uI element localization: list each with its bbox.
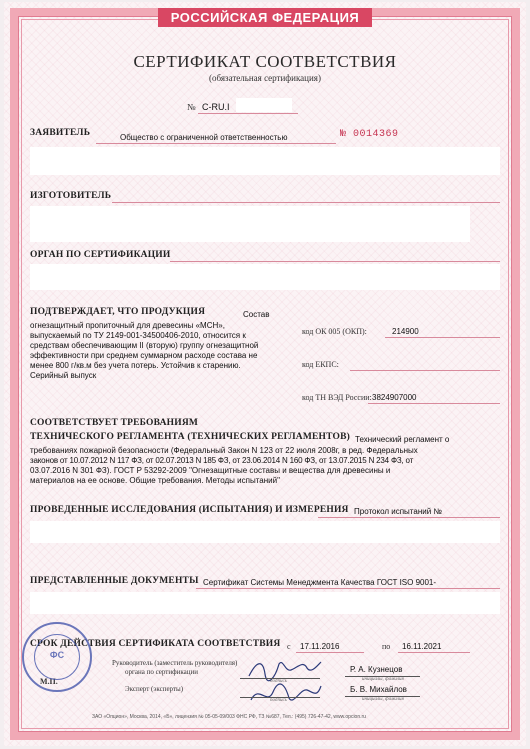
- head-name-caption: инициалы, фамилия: [362, 677, 404, 682]
- product-line-3: средствам обеспечивающим II (вторую) группу огнезащитной: [30, 341, 259, 350]
- validity-from-underline: [296, 652, 364, 653]
- code-ok-underline: [385, 337, 500, 338]
- applicant-value: Общество с ограниченной ответственностью: [120, 133, 288, 142]
- requirements-label-2: ТЕХНИЧЕСКОГО РЕГЛАМЕНТА (ТЕХНИЧЕСКИХ РЕГЛАМЕНТОВ): [30, 432, 351, 442]
- certification-body-underline: [170, 261, 500, 262]
- requirements-line-3: 03.07.2016 N 301 ФЗ). ГОСТ Р 53292-2009 "Огнезащитные составы и вещества для древесины и: [30, 466, 391, 475]
- manufacturer-label: ИЗГОТОВИТЕЛЬ: [30, 191, 112, 201]
- expert-label: Эксперт (эксперты): [125, 685, 184, 693]
- expert-name: Б. В. Михайлов: [350, 685, 407, 694]
- documents-underline: [196, 588, 500, 589]
- head-name: Р. А. Кузнецов: [350, 665, 403, 674]
- validity-to: 16.11.2021: [402, 642, 442, 651]
- validity-from: 17.11.2016: [300, 642, 340, 651]
- code-tnved-underline: [368, 403, 500, 404]
- redacted-applicant: [30, 147, 500, 175]
- product-line-1: огнезащитный пропиточный для древесины «МСН»,: [30, 321, 225, 330]
- product-line-5: менее 800 г/кв.м без учета потерь. Устойчив к старению.: [30, 361, 241, 370]
- requirements-line-1: требованиях пожарной безопасности (Федеральный Закон N 123 от 22 июля 2008г, в ред. Федеральных: [30, 446, 418, 455]
- research-underline: [318, 517, 500, 518]
- certification-body-label: ОРГАН ПО СЕРТИФИКАЦИИ: [30, 250, 171, 260]
- number-underline: [198, 113, 298, 114]
- stamp-text: ФС: [49, 650, 65, 660]
- documents-label: ПРЕДСТАВЛЕННЫЕ ДОКУМЕНТЫ: [30, 576, 199, 586]
- mp-mark: М.П.: [40, 677, 58, 686]
- documents-value: Сертификат Системы Менеджмента Качества ГОСТ ISO 9001-: [203, 578, 437, 587]
- validity-label: СРОК ДЕЙСТВИЯ СЕРТИФИКАТА СООТВЕТСТВИЯ: [30, 639, 281, 649]
- code-ekps-underline: [350, 370, 500, 371]
- redacted-certification-body: [30, 264, 500, 290]
- code-tnved-label: код ТН ВЭД России:: [302, 393, 372, 402]
- code-ok-value: 214900: [392, 327, 419, 336]
- requirements-line-0: Технический регламент о: [355, 435, 450, 444]
- validity-to-prefix: по: [382, 642, 391, 651]
- applicant-underline: [96, 143, 336, 144]
- manufacturer-underline: [112, 202, 500, 203]
- redacted-research: [30, 521, 500, 543]
- expert-signature: [245, 680, 325, 708]
- code-ok-label: код ОК 005 (ОКП):: [302, 327, 367, 336]
- head-label-1: Руководитель (заместитель руководителя): [112, 659, 238, 667]
- requirements-line-2: законов от 10.07.2012 N 117 ФЗ, от 02.07.2013 N 185 ФЗ, от 23.06.2014 N 160 ФЗ, от 13.07.2015 N 234 ФЗ, от: [30, 456, 414, 465]
- research-value: Протокол испытаний №: [354, 507, 442, 516]
- certificate-title: СЕРТИФИКАТ СООТВЕТСТВИЯ: [133, 52, 397, 71]
- product-label: ПОДТВЕРЖДАЕТ, ЧТО ПРОДУКЦИЯ: [30, 307, 206, 317]
- certificate-subtitle: (обязательная сертификация): [209, 73, 321, 83]
- code-tnved-value: 3824907000: [372, 393, 417, 402]
- requirements-line-4: материалов на ее основе. Общие требования. Методы испытаний": [30, 476, 280, 485]
- product-line-6: Серийный выпуск: [30, 371, 97, 380]
- certificate-number: C-RU.I: [202, 102, 230, 112]
- redacted-manufacturer: [30, 206, 470, 242]
- redacted-number: [236, 98, 292, 112]
- expert-sign-caption: подпись: [270, 698, 287, 703]
- applicant-label: ЗАЯВИТЕЛЬ: [30, 128, 91, 138]
- number-prefix: №: [187, 102, 196, 112]
- product-line-0: Состав: [243, 310, 270, 319]
- serial-number: № 0014369: [340, 129, 399, 140]
- official-stamp: [22, 622, 92, 692]
- country-banner: РОССИЙСКАЯ ФЕДЕРАЦИЯ: [158, 8, 372, 27]
- code-ekps-label: код ЕКПС:: [302, 360, 339, 369]
- head-label-2: органа по сертификации: [125, 668, 199, 676]
- expert-name-caption: инициалы, фамилия: [362, 697, 404, 702]
- requirements-label-1: СООТВЕТСТВУЕТ ТРЕБОВАНИЯМ: [30, 418, 199, 428]
- validity-from-prefix: с: [287, 642, 291, 651]
- head-sign-caption: подпись: [270, 679, 287, 684]
- research-label: ПРОВЕДЕННЫЕ ИССЛЕДОВАНИЯ (ИСПЫТАНИЯ) И ИЗМЕРЕНИЯ: [30, 505, 349, 515]
- validity-to-underline: [398, 652, 470, 653]
- product-line-4: эффективности при среднем суммарном расходе состава не: [30, 351, 258, 360]
- redacted-documents: [30, 592, 500, 614]
- product-line-2: выпускаемый по ТУ 2149-001-34500406-2010, относится к: [30, 331, 246, 340]
- printer-footer: ЗАО «Опцион», Москва, 2014, «Б», лицензия № 05-05-09/003 ФНС РФ, ТЗ №687, Тел.: (495) 726-47-42, www.opcion.ru: [92, 714, 366, 720]
